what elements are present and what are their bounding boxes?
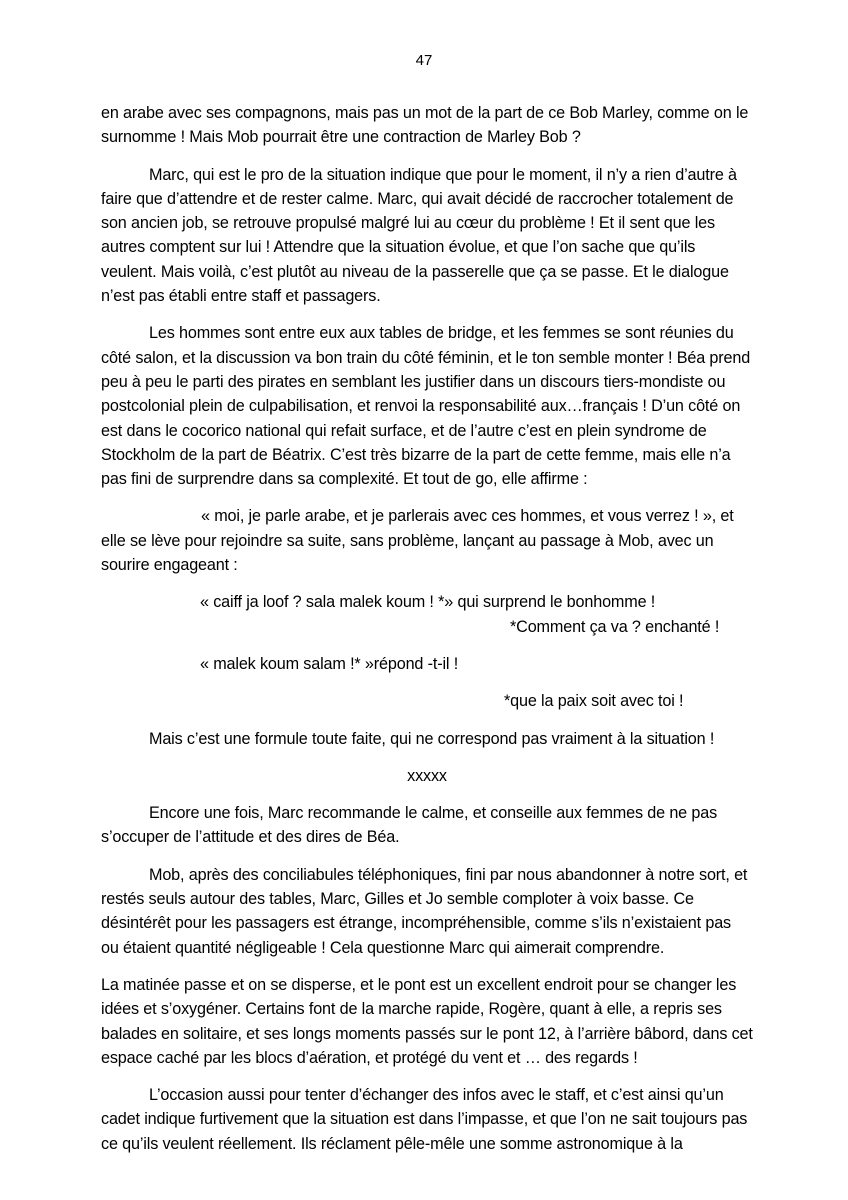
section-separator: xxxxx [407,766,447,785]
paragraph-1: en arabe avec ses compagnons, mais pas un mot de la part de ce Bob Marley, comme on le surnomme ! Mais Mob pourrait être une contraction de Marley Bob ? [101,104,749,147]
body-text [101,101,753,1169]
paragraph-8: La matinée passe et on se disperse, et le pont est un excellent endroit pour se changer les idées et s’oxygéner. Certains font de la marche rapide, Rogère, quant à elle, a repris ses balades en solitaire, et ses longs moments passés sur le pont 12, à l’arrière bâbord, dans cet espace caché par les blocs d’aération, et protégé du vent et … des regards ! [101,975,753,1067]
dialogue-block-1 [101,590,753,639]
translation-note-1: *Comment ça va ? enchanté ! [510,617,720,636]
paragraph-4-quote: « moi, je parle arabe, et je parlerais avec ces hommes, et vous verrez ! », et elle se lève pour rejoindre sa suite, sans problème, lançant au passage à Mob, avec un sourire engageant : [101,507,734,575]
paragraph-7: Mob, après des conciliabules téléphoniques, fini par nous abandonner à notre sort, et restés seuls autour des tables, Marc, Gilles et Jo semble comploter à voix basse. Ce désintérêt pour les passagers est étrange, incompréhensible, comme s’ils n’existaient pas ou étaient quantité négligeable ! Cela questionne Marc qui aimerait comprendre. [101,865,748,957]
paragraph-9: L’occasion aussi pour tenter d’échanger des infos avec le staff, et c’est ainsi qu’un cadet indique furtivement que la situation est dans l’impasse, et que l’on ne sait toujours pas ce qu’ils veulent réellement. Ils réclament pêle-mêle une somme astronomique à la [101,1086,748,1153]
dialogue-line-1: « caiff ja loof ? sala malek koum ! *» qui surprend le bonhomme ! [200,593,656,612]
paragraph-5: Mais c’est une formule toute faite, qui ne correspond pas vraiment à la situation ! [149,729,715,748]
dialogue-line-2: « malek koum salam !* »répond -t-il ! [200,654,459,673]
translation-note-2: *que la paix soit avec toi ! [504,692,684,711]
paragraph-3: Les hommes sont entre eux aux tables de bridge, et les femmes se sont réunies du côté salon, et la discussion va bon train du côté féminin, et le ton semble monter ! Béa prend peu à peu le parti des pirates en semblant les justifier dans un discours tiers-mondiste ou postcolonial plein de culpabilisation, et renvoi la responsabilité aux…français ! D’un côté on est dans le cocorico national qui refait surface, et de l’autre c’est en plein syndrome de Stockholm de la part de Béatrix. C’est très bizarre de la part de cette femme, mais elle n’a pas fini de surprendre dans sa complexité. Et tout de go, elle affirme : [101,324,751,489]
paragraph-2: Marc, qui est le pro de la situation indique que pour le moment, il n’y a rien d’autre à faire que d’attendre et de rester calme. Marc, qui avait décidé de raccrocher totalement de son ancien job, se retrouve propulsé malgré lui au cœur du problème ! Et il sent que les autres comptent sur lui ! Attendre que la situation évolue, et que l’on sache que qu’ils veulent. Mais voilà, c’est plutôt au niveau de la passerelle que ça se passe. Et le dialogue n’est pas établi entre staff et passagers. [101,165,737,306]
page-number: 47 [415,52,433,69]
paragraph-6: Encore une fois, Marc recommande le calme, et conseille aux femmes de ne pas s’occuper de l’attitude et des dires de Béa. [101,804,718,847]
